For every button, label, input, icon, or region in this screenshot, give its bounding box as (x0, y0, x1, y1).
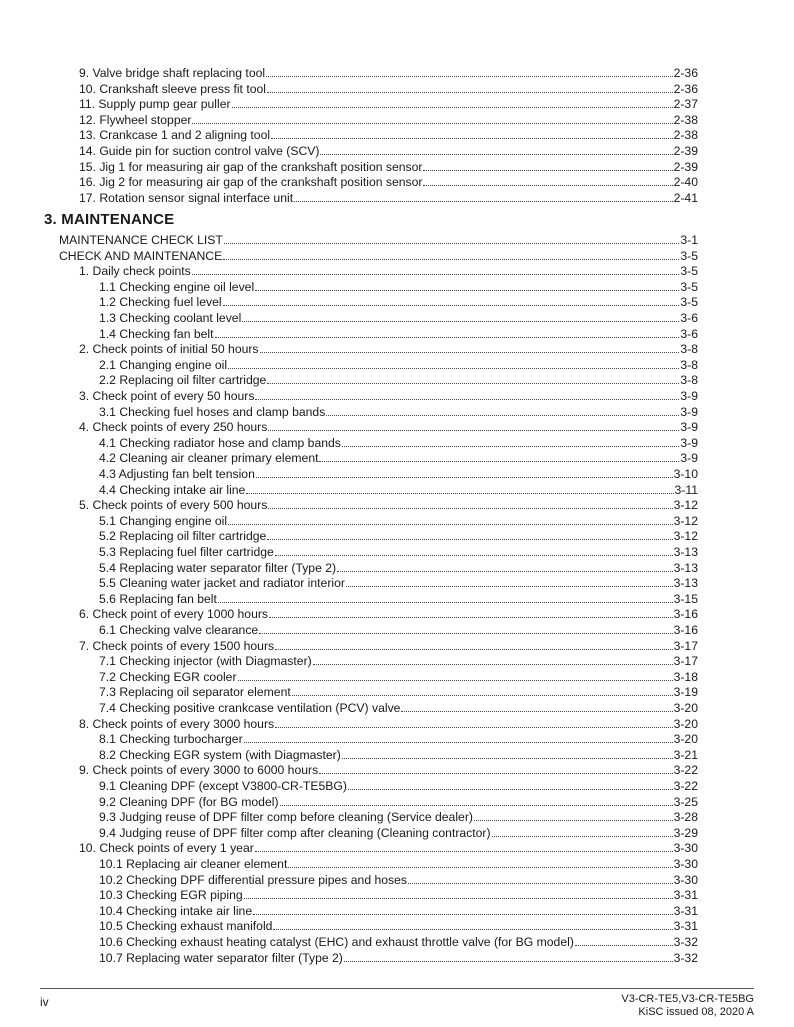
toc-leader-dots (238, 670, 673, 681)
toc-entry-label: 8. Check points of every 3000 hours (79, 716, 275, 731)
toc-leader-dots (292, 685, 673, 696)
toc-entry-label: 10.5 Checking exhaust manifold (99, 919, 273, 934)
toc-entry-page: 3-12 (673, 513, 698, 528)
toc-entry[interactable] (79, 498, 698, 514)
footer-issue: KiSC issued 08, 2020 A (638, 1006, 754, 1018)
toc-entry-page: 3-22 (673, 779, 698, 793)
toc-entry[interactable] (99, 670, 698, 686)
toc-entry-label: 2. Check points of initial 50 hours (79, 342, 259, 357)
toc-entry[interactable] (99, 857, 698, 873)
toc-entry-page: 2-41 (673, 190, 698, 205)
toc-entry[interactable] (79, 420, 698, 436)
footer-page-number: iv (40, 995, 49, 1009)
toc-entry-page: 3-9 (680, 451, 698, 466)
footer-model: V3-CR-TE5,V3-CR-TE5BG (621, 993, 754, 1005)
toc-entry[interactable] (99, 810, 698, 826)
toc-entry-label: 4. Check points of every 250 hours (79, 420, 268, 435)
toc-leader-dots (342, 748, 673, 759)
toc-leader-dots (401, 701, 672, 712)
toc-leader-dots (232, 97, 673, 108)
toc-entry-label: 7.1 Checking injector (with Diagmaster) (99, 654, 312, 669)
toc-entry[interactable] (79, 175, 698, 191)
toc-entry-page: 3-5 (680, 279, 698, 294)
toc-entry-page: 3-20 (673, 716, 698, 731)
toc-leader-dots (246, 483, 673, 494)
toc-entry[interactable] (79, 389, 698, 405)
toc-entry-label: 5.6 Replacing fan belt (99, 591, 217, 606)
toc-leader-dots (313, 654, 673, 665)
toc-leader-dots (215, 327, 680, 338)
toc-entry-page: 2-39 (673, 144, 698, 158)
toc-entry[interactable] (99, 514, 698, 530)
toc-entry-label: 4.4 Checking intake air line (99, 482, 246, 497)
toc-leader-dots (337, 561, 673, 572)
toc-entry-page: 2-38 (673, 112, 698, 127)
toc-entry-label: 12. Flywheel stopper (79, 112, 192, 127)
toc-entry-label: 11. Supply pump gear puller (79, 97, 231, 112)
toc-entry-page: 3-22 (673, 763, 698, 778)
toc-leader-dots (344, 951, 673, 962)
toc-entry-page: 3-30 (673, 857, 698, 871)
toc-leader-dots (320, 144, 672, 155)
toc-entry-page: 3-12 (673, 498, 698, 513)
toc-entry-page: 3-19 (673, 685, 698, 700)
toc-entry-page: 3-8 (680, 373, 698, 388)
toc-entry[interactable] (99, 327, 698, 343)
toc-entry-page: 3-13 (673, 560, 698, 575)
toc-entry[interactable] (99, 311, 698, 327)
toc-leader-dots (259, 623, 672, 634)
toc-entry-label: MAINTENANCE CHECK LIST (59, 233, 223, 247)
toc-entry[interactable] (79, 160, 698, 176)
toc-leader-dots (192, 264, 680, 275)
toc-entry[interactable] (99, 280, 698, 296)
toc-entry-label: 8.2 Checking EGR system (with Diagmaster) (99, 747, 341, 762)
toc-entry-page: 2-37 (673, 97, 698, 112)
toc-entry-page: 3-30 (673, 872, 698, 887)
toc-leader-dots (342, 436, 680, 447)
toc-entry-page: 3-13 (673, 545, 698, 559)
toc-leader-dots (255, 389, 679, 400)
toc-entry[interactable] (99, 748, 698, 764)
toc-entry-page: 3-6 (680, 311, 698, 325)
toc-entry-label: 17. Rotation sensor signal interface unit (79, 190, 294, 205)
toc-entry-label: 6. Check point of every 1000 hours (79, 607, 269, 622)
toc-entry-label: 9. Check points of every 3000 to 6000 hours (79, 763, 319, 778)
toc-leader-dots (255, 841, 673, 852)
toc-entry-label: 1.1 Checking engine oil level (99, 279, 255, 294)
toc-leader-dots (242, 311, 679, 322)
toc-entry[interactable] (99, 732, 698, 748)
toc-entry-page: 3-5 (680, 264, 698, 279)
toc-leader-dots (267, 529, 672, 540)
toc-entry-page: 3-15 (673, 591, 698, 606)
toc-entry[interactable] (99, 576, 698, 592)
toc-leader-dots (268, 420, 679, 431)
toc-entry[interactable] (79, 607, 698, 623)
toc-entry[interactable] (99, 436, 698, 452)
toc-entry-page: 3-9 (680, 420, 698, 435)
toc-entry[interactable] (99, 623, 698, 639)
toc-leader-dots (275, 717, 672, 728)
toc-entry-label: CHECK AND MAINTENANCE (59, 248, 223, 263)
toc-entry[interactable] (99, 888, 698, 904)
toc-leader-dots (266, 66, 673, 77)
toc-entry-page: 2-36 (673, 81, 698, 96)
toc-entry[interactable] (99, 654, 698, 670)
toc-entry[interactable] (79, 264, 698, 280)
toc-entry[interactable] (99, 467, 698, 483)
toc-leader-dots (294, 191, 673, 202)
toc-entry-label: 7.4 Checking positive crankcase ventilation (PCV) valve (99, 701, 401, 715)
toc-entry-label: 10.4 Checking intake air line (99, 903, 253, 918)
toc-leader-dots (492, 826, 673, 837)
toc-entry-label: 9.1 Cleaning DPF (except V3800-CR-TE5BG) (99, 779, 347, 793)
toc-entry-label: 1. Daily check points (79, 264, 191, 279)
toc-entry-page: 3-9 (680, 389, 698, 403)
toc-entry[interactable] (99, 405, 698, 421)
toc-entry-label: 15. Jig 1 for measuring air gap of the crankshaft position sensor (79, 159, 423, 174)
toc-entry[interactable] (79, 841, 698, 857)
toc-entry-label: 16. Jig 2 for measuring air gap of the crankshaft position sensor (79, 175, 423, 190)
toc-entry-page: 3-25 (673, 794, 698, 809)
toc-leader-dots (253, 904, 672, 915)
toc-entry-page: 3-28 (673, 810, 698, 825)
section-heading: 3. MAINTENANCE (44, 211, 175, 228)
toc-leader-dots (474, 810, 673, 821)
toc-entry-label: 10.3 Checking EGR piping (99, 888, 243, 903)
footer-divider (40, 988, 754, 989)
toc-entry-page: 3-18 (673, 669, 698, 684)
toc-entry-label: 1.2 Checking fuel level (99, 295, 222, 310)
toc-entry-label: 4.2 Cleaning air cleaner primary element (99, 451, 319, 466)
toc-entry-page: 2-40 (673, 175, 698, 190)
toc-leader-dots (268, 498, 672, 509)
toc-entry-label: 5. Check points of every 500 hours (79, 498, 268, 513)
toc-entry-label: 1.3 Checking coolant level (99, 311, 242, 325)
toc-leader-dots (223, 249, 679, 260)
toc-entry-label: 2.1 Changing engine oil (99, 357, 228, 372)
toc-leader-dots (244, 732, 673, 743)
toc-entry-label: 9.3 Judging reuse of DPF filter comp before cleaning (Service dealer) (99, 810, 473, 825)
toc-entry[interactable] (99, 592, 698, 608)
toc-entry[interactable] (99, 873, 698, 889)
toc-entry-label: 10.2 Checking DPF differential pressure pipes and hoses (99, 872, 408, 887)
toc-entry-label: 10. Check points of every 1 year (79, 841, 254, 856)
toc-entry-label: 5.3 Replacing fuel filter cartridge (99, 545, 274, 559)
toc-entry-label: 5.4 Replacing water separator filter (Type 2) (99, 560, 337, 575)
toc-entry[interactable] (99, 545, 698, 561)
toc-entry-page: 3-20 (673, 701, 698, 715)
toc-entry[interactable] (99, 529, 698, 545)
toc-leader-dots (218, 592, 673, 603)
toc-entry[interactable] (99, 561, 698, 577)
toc-entry[interactable] (99, 358, 698, 374)
toc-entry-page: 3-9 (680, 435, 698, 450)
toc-entry-page: 3-9 (680, 404, 698, 419)
toc-entry-page: 3-29 (673, 825, 698, 840)
toc-entry[interactable] (99, 483, 698, 499)
toc-entry[interactable] (99, 685, 698, 701)
toc-entry[interactable] (99, 451, 698, 467)
toc-leader-dots (228, 514, 673, 525)
toc-entry-label: 10.1 Replacing air cleaner element (99, 857, 288, 871)
toc-leader-dots (280, 795, 673, 806)
toc-entry-page: 3-8 (680, 357, 698, 372)
toc-leader-dots (423, 160, 672, 171)
toc-entry[interactable] (99, 904, 698, 920)
toc-entry-page: 3-17 (673, 638, 698, 653)
toc-entry[interactable] (99, 795, 698, 811)
toc-entry-page: 3-30 (673, 841, 698, 856)
toc-entry-page: 3-17 (673, 654, 698, 669)
toc-entry-label: 6.1 Checking valve clearance (99, 623, 259, 637)
toc-entry-page: 3-16 (673, 607, 698, 622)
toc-entry-label: 5.2 Replacing oil filter cartridge (99, 529, 267, 544)
toc-entry[interactable] (99, 295, 698, 311)
toc-entry-page: 3-5 (680, 295, 698, 310)
toc-entry[interactable] (99, 373, 698, 389)
toc-entry[interactable] (79, 763, 698, 779)
toc-entry[interactable] (59, 249, 698, 265)
toc-leader-dots (223, 295, 680, 306)
toc-entry-page: 3-20 (673, 732, 698, 747)
toc-leader-dots (260, 342, 680, 353)
toc-entry-label: 3. Check point of every 50 hours (79, 389, 255, 403)
toc-leader-dots (326, 405, 679, 416)
toc-leader-dots (275, 545, 673, 556)
toc-entry[interactable] (99, 779, 698, 795)
toc-entry-label: 2.2 Replacing oil filter cartridge (99, 373, 267, 388)
toc-leader-dots (575, 935, 673, 946)
toc-leader-dots (224, 233, 679, 244)
toc-entry-page: 3-11 (674, 482, 698, 497)
toc-entry-label: 1.4 Checking fan belt (99, 326, 214, 341)
toc-leader-dots (346, 576, 673, 587)
toc-entry[interactable] (79, 113, 698, 129)
toc-leader-dots (271, 128, 673, 139)
toc-entry[interactable] (79, 717, 698, 733)
toc-entry[interactable] (79, 191, 698, 207)
toc-leader-dots (244, 888, 673, 899)
toc-entry-label: 5.5 Cleaning water jacket and radiator interior (99, 576, 345, 591)
toc-entry-label: 13. Crankcase 1 and 2 aligning tool (79, 128, 271, 143)
toc-entry-page: 3-6 (680, 326, 698, 341)
toc-entry-page: 2-38 (673, 128, 698, 143)
toc-entry-label: 8.1 Checking turbocharger (99, 732, 243, 747)
toc-entry-page: 3-16 (673, 623, 698, 637)
toc-entry-page: 3-32 (673, 950, 698, 965)
toc-entry[interactable] (99, 951, 698, 967)
toc-entry-label: 10. Crankshaft sleeve press fit tool (79, 81, 266, 96)
toc-entry[interactable] (59, 233, 698, 249)
toc-entry-page: 3-31 (673, 888, 698, 903)
toc-leader-dots (348, 779, 673, 790)
toc-entry-page: 3-5 (680, 248, 698, 263)
toc-leader-dots (269, 607, 673, 618)
toc-entry[interactable] (79, 128, 698, 144)
toc-entry-page: 3-32 (673, 935, 698, 949)
toc-leader-dots (267, 373, 679, 384)
toc-entry-page: 2-36 (673, 66, 698, 80)
footer-document-info (621, 993, 754, 1019)
toc-entry-label: 4.1 Checking radiator hose and clamp bands (99, 435, 341, 450)
toc-leader-dots (256, 467, 673, 478)
toc-entry-label: 10.6 Checking exhaust heating catalyst (EHC) and exhaust throttle valve (for BG model) (99, 935, 574, 949)
toc-entry-page: 3-8 (680, 342, 698, 357)
toc-entry-label: 5.1 Changing engine oil (99, 513, 228, 528)
toc-entry-page: 3-12 (673, 529, 698, 544)
toc-entry[interactable] (79, 82, 698, 98)
toc-entry-page: 3-1 (680, 233, 698, 247)
toc-leader-dots (192, 113, 672, 124)
toc-leader-dots (319, 451, 679, 462)
toc-entry-page: 3-13 (673, 576, 698, 591)
toc-entry[interactable] (79, 144, 698, 160)
toc-entry[interactable] (99, 701, 698, 717)
toc-leader-dots (267, 82, 673, 93)
toc-entry-label: 4.3 Adjusting fan belt tension (99, 467, 255, 481)
toc-entry-label: 7.2 Checking EGR cooler (99, 669, 237, 684)
toc-leader-dots (423, 175, 672, 186)
toc-entry-label: 9. Valve bridge shaft replacing tool (79, 66, 266, 80)
toc-entry-label: 7. Check points of every 1500 hours (79, 638, 275, 653)
toc-leader-dots (273, 919, 672, 930)
toc-entry-page: 3-31 (673, 903, 698, 918)
toc-entry[interactable] (79, 639, 698, 655)
toc-entry-page: 3-21 (673, 747, 698, 762)
toc-entry-label: 9.4 Judging reuse of DPF filter comp after cleaning (Cleaning contractor) (99, 825, 491, 840)
toc-entry[interactable] (79, 342, 698, 358)
toc-entry-page: 3-31 (673, 919, 698, 934)
toc-leader-dots (228, 358, 679, 369)
toc-leader-dots (408, 873, 673, 884)
toc-entry[interactable] (79, 97, 698, 113)
toc-leader-dots (288, 857, 672, 868)
toc-entry-label: 10.7 Replacing water separator filter (Type 2) (99, 950, 343, 965)
toc-entry-page: 2-39 (673, 159, 698, 174)
toc-leader-dots (255, 280, 679, 291)
toc-entry[interactable] (99, 826, 698, 842)
toc-leader-dots (319, 763, 672, 774)
toc-leader-dots (275, 639, 672, 650)
toc-entry-label: 14. Guide pin for suction control valve (SCV) (79, 144, 320, 158)
toc-entry[interactable] (99, 935, 698, 951)
toc-entry-page: 3-10 (673, 467, 698, 481)
toc-entry-label: 3.1 Checking fuel hoses and clamp bands (99, 404, 326, 419)
toc-entry[interactable] (99, 919, 698, 935)
toc-entry-label: 7.3 Replacing oil separator element (99, 685, 291, 700)
toc-entry-label: 9.2 Cleaning DPF (for BG model) (99, 794, 279, 809)
toc-entry[interactable] (79, 66, 698, 82)
